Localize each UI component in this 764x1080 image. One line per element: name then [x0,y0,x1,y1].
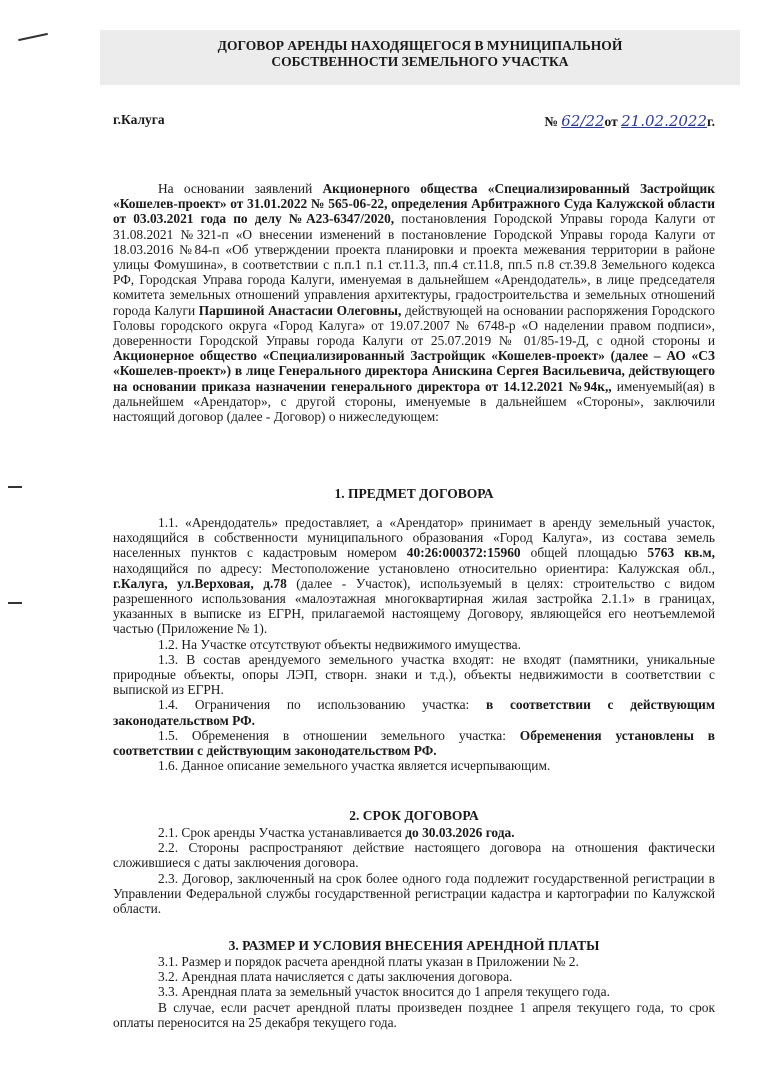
text: 1.1. «Арендодатель» предоставляет, а «Арендатор» принимает в аренду земельный участок, находящийся в собственности муниципального образования «Город Калуга», из состава земель населенных пунктов с кадастровым номером [113,515,715,561]
bold-text: Паршиной Анастасии Олеговны, [198,302,402,318]
section-heading: 1. ПРЕДМЕТ ДОГОВОРА [334,486,494,501]
clause [113,758,715,773]
text: именуемый(ая) в дальнейшем «Арендатор», с другой стороны, именуемые в дальнейшем «Стороны», заключили настоящий договор (далее - Договор) о нижеследующем: [113,378,715,425]
section-2 [113,808,715,916]
section-heading: 3. РАЗМЕР И УСЛОВИЯ ВНЕСЕНИЯ АРЕНДНОЙ ПЛАТЫ [228,938,600,953]
margin-mark [8,486,22,488]
text: 3.1. Размер и порядок расчета арендной платы указан в Приложении № 2. [158,954,579,969]
title-line-1: ДОГОВОР АРЕНДЫ НАХОДЯЩЕГОСЯ В МУНИЦИПАЛЬНОЙ [217,38,623,53]
bold-text: Акционерное общество «Специализированный Застройщик «Кошелев-проект» (далее – АО «СЗ «Кошелев-проект») в лице Генерального директора Анискина Сергея Васильевича, действующего на основании приказа назначении генерального директора от 14.12.2021 №94к,, [113,348,715,394]
text: 2.3. Договор, заключенный на срок более одного года подлежит государственной регистрации в Управлении Федеральной службы государственной регистрации кадастра и картографии по Калужской области. [113,870,715,917]
section-heading: 2. СРОК ДОГОВОРА [349,808,479,823]
text: (далее - Участок), используемый в целях: строительство с видом разрешенного использования «малоэтажная многоквартирная жилая застройка 2.1.1» в границах, указанных в выписке из ЕГРН, прилагаемой настоящему Договору, являющейся его неотъемлемой частью (Приложение № 1). [113,575,715,637]
clause [113,652,715,698]
contract-number [544,112,715,130]
text: 1.2. На Участке отсутствуют объекты недвижимого имущества. [158,636,521,652]
clause [113,728,715,758]
text: 2.1. Срок аренды Участка устанавливается [158,825,406,840]
text: 1.3. В состав арендуемого земельного участка входят: не входят (памятники, уникальные природные объекты, опоры ЛЭП, створн. знаки и т.д.), объекты недвижимости в соответствии с выпиской из ЕГРН. [113,651,715,698]
number-prefix: № [544,114,558,129]
section-3 [113,938,715,1030]
clause [113,697,715,727]
text: 3.2. Арендная плата начисляется с даты заключения договора. [158,969,513,985]
title-line-2: СОБСТВЕННОСТИ ЗЕМЕЛЬНОГО УЧАСТКА [271,54,569,69]
date-prefix: от [604,114,618,129]
clause [113,954,715,969]
text: действующей на основании распоряжения Городского Головы городского округа «Город Калуга» от 19.07.2007 № 6748-р «О наделении правом подписи», доверенности Городской Управы города Калуги от 25.07.2019 № 01/85-19-Д, с одной стороны и [113,302,715,349]
handwritten-number: 62/22 [561,112,605,130]
margin-mark [18,33,48,41]
clause [113,871,715,917]
text: На основании заявлений [158,181,323,196]
text: общей площадью [520,545,648,561]
bold-text: Акционерного общества «Специализированный Застройщик «Кошелев-проект» от 31.01.2022 № 565-06-22, определения Арбитражного Суда Калужской области от 03.03.2021 года по делу №А23-6347/2020, [113,181,715,227]
preamble [113,181,715,424]
document-title [100,38,740,70]
clause [113,1000,715,1030]
text: 1.6. Данное описание земельного участка является исчерпывающим. [158,758,551,774]
bold-text: Обременения установлены в соответствии с действующим законодательством РФ. [113,727,715,759]
bold-text: г.Калуга, ул.Верховая, д.78 [113,575,287,591]
clause [113,825,715,840]
clause [113,637,715,652]
clause [113,969,715,984]
clause [113,515,715,637]
text: постановления Городской Управы города Калуги от 31.08.2021 №321-п «О внесении изменений в постановление Городской Управы города Калуги от 18.03.2016 №84-п «Об утверждении проекта планировки и проекта межевания территории в районе улицы Фомушина», в соответствии с п.п.1 п.1 ст.11.3, пп.4 ст.11.8, пп.5 п.8 ст.39.8 Земельного кодекса РФ, Городская Управа города Калуги, именуемая в дальнейшем «Арендодатель», в лице председателя комитета земельных отношений управления архитектуры, градостроительства и земельных отношений города Калуги [113,211,715,318]
text: 3.3. Арендная плата за земельный участок вносится до 1 апреля текущего года. [158,984,610,1000]
text: 1.4. Ограничения по использованию участка: [158,697,486,713]
text: 1.5. Обременения в отношении земельного участка: [158,727,520,743]
clause [113,984,715,999]
section-1 [113,486,715,773]
bold-text: до 30.03.2026 года. [405,825,515,840]
city: г.Калуга [113,112,165,127]
text: 2.2. Стороны распространяют действие настоящего договора на отношения фактически сложившиеся с даты заключения договора. [113,840,715,871]
text: находящийся по адресу: Местоположение установлено относительно ориентира: Калужская обл., [113,560,715,576]
text: В случае, если расчет арендной платы произведен позднее 1 апреля текущего года, то срок оплаты переносится на 25 декабря текущего года. [113,999,715,1030]
preamble-paragraph [113,181,715,424]
bold-text: 5763 кв.м, [647,545,715,561]
bold-text: 40:26:000372:15960 [406,545,521,561]
handwritten-date: 21.02.2022 [621,112,708,130]
clause [113,840,715,870]
bold-text: в соответствии с действующим законодательством РФ. [113,697,715,728]
margin-mark [8,602,22,604]
date-suffix: г. [707,114,715,129]
